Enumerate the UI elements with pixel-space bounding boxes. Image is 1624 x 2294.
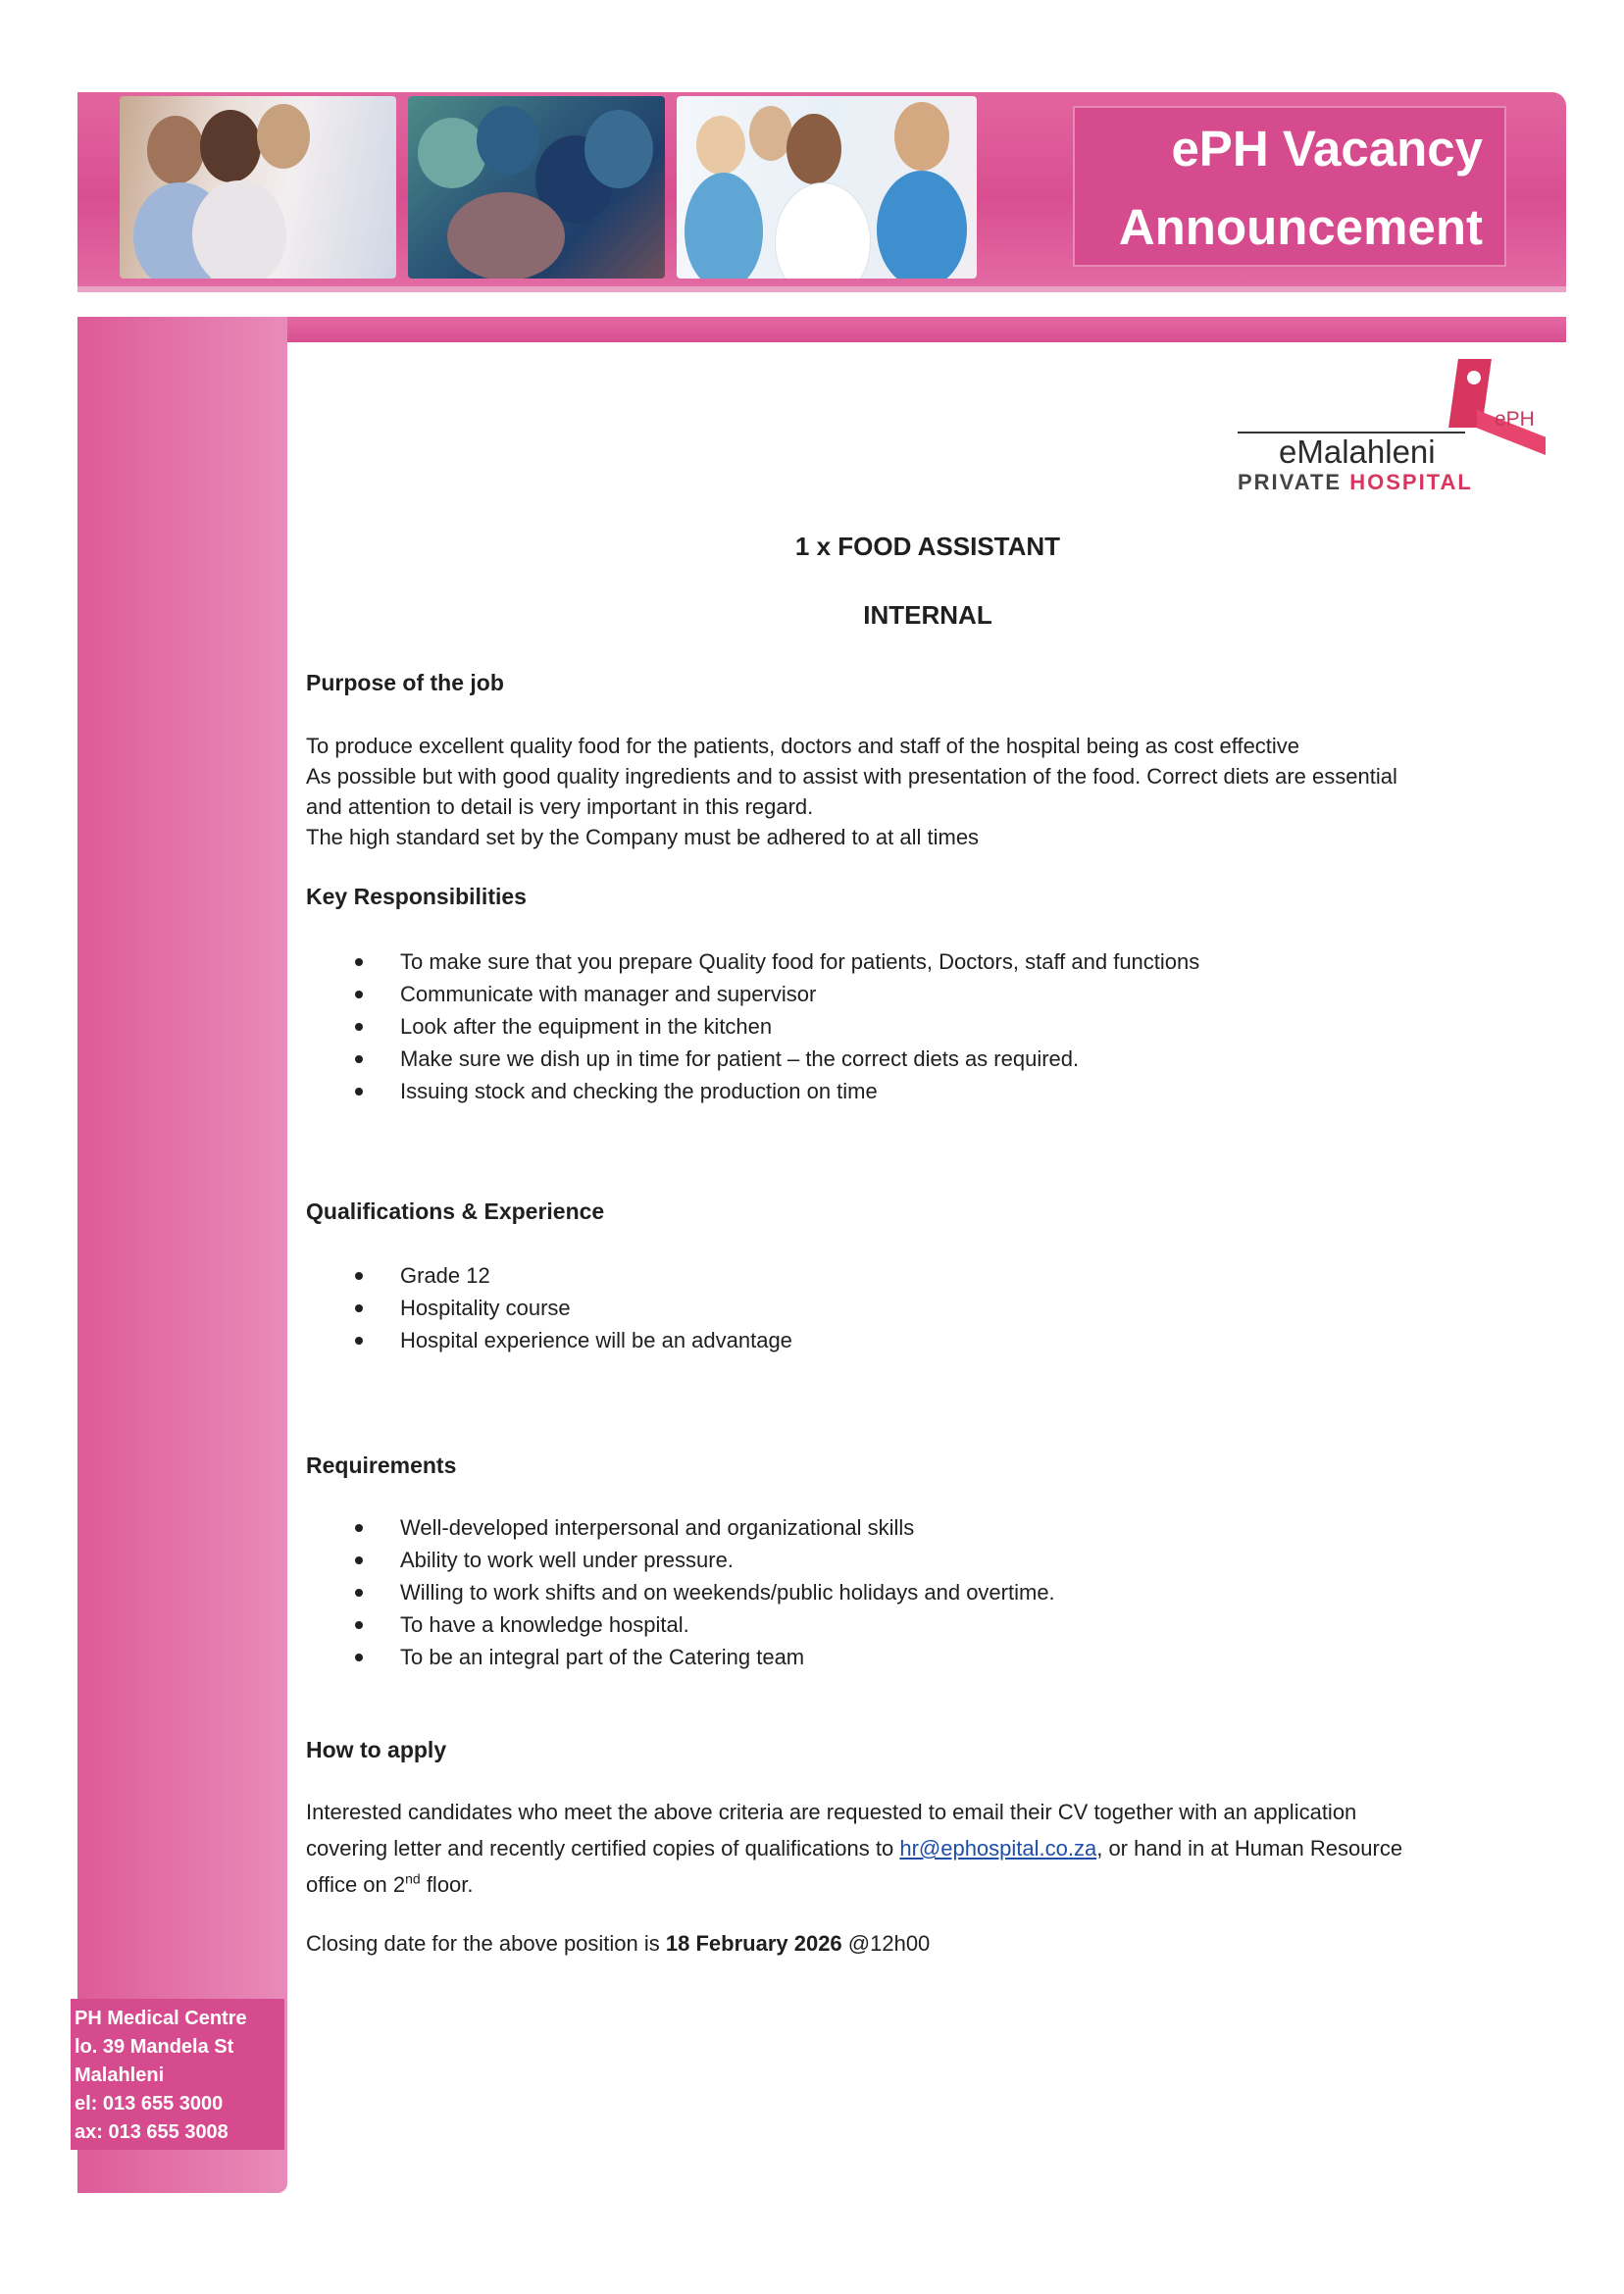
- contact-line: Malahleni: [75, 2065, 165, 2086]
- responsibilities-heading: Key Responsibilities: [306, 884, 527, 909]
- medical-staff-photo: [677, 96, 977, 279]
- list-item: Hospital experience will be an advantage: [306, 1324, 792, 1356]
- apply-line-1: Interested candidates who meet the above criteria are requested to email their CV together with an application: [306, 1800, 1357, 1824]
- contact-line: el: 013 655 3000: [75, 2093, 224, 2115]
- purpose-text: [306, 731, 1397, 852]
- list-item: Communicate with manager and supervisor: [306, 978, 1199, 1010]
- list-item: Hospitality course: [306, 1292, 792, 1324]
- ordinal-suffix: nd: [405, 1870, 421, 1887]
- list-item: Look after the equipment in the kitchen: [306, 1010, 1199, 1043]
- vacancy-announcement-title: [1073, 106, 1506, 267]
- list-item: Well-developed interpersonal and organizational skills: [306, 1511, 1055, 1544]
- logo-subtitle: [1238, 470, 1473, 495]
- left-sidebar-band: [77, 317, 287, 2193]
- logo-figure-icon: [1467, 371, 1481, 384]
- contact-line: lo. 39 Mandela St: [75, 2036, 234, 2058]
- title-line-1: ePH Vacancy: [1171, 121, 1483, 177]
- requirements-heading: Requirements: [306, 1453, 457, 1478]
- content-frame-top: [77, 317, 1566, 342]
- list-item: To have a knowledge hospital.: [306, 1608, 1055, 1641]
- logo-name: eMalahleni: [1279, 433, 1436, 470]
- contact-line: PH Medical Centre: [75, 2008, 247, 2029]
- list-item: Willing to work shifts and on weekends/public holidays and overtime.: [306, 1576, 1055, 1608]
- job-title: 1 x FOOD ASSISTANT: [794, 532, 1061, 561]
- title-line-2: Announcement: [1118, 199, 1483, 255]
- purpose-line: To produce excellent quality food for the patients, doctors and staff of the hospital being as cost effective: [306, 734, 1300, 758]
- purpose-line: The high standard set by the Company must be adhered to at all times: [306, 825, 980, 849]
- list-item: To make sure that you prepare Quality food for patients, Doctors, staff and functions: [306, 945, 1199, 978]
- closing-date-line: [306, 1931, 930, 1957]
- logo-eph: ePH: [1495, 408, 1535, 431]
- contact-line: ax: 013 655 3008: [75, 2121, 228, 2143]
- hospital-logo: [1238, 359, 1542, 496]
- list-item: Make sure we dish up in time for patient – the correct diets as required.: [306, 1043, 1199, 1075]
- apply-line-3: [306, 1866, 1402, 1903]
- purpose-heading: Purpose of the job: [306, 670, 504, 695]
- job-type: INTERNAL: [863, 600, 992, 630]
- purpose-line: As possible but with good quality ingredients and to assist with presentation of the food. Correct diets are essential: [306, 764, 1397, 789]
- logo-sub-hospital: HOSPITAL: [1349, 470, 1473, 494]
- apply-line-2-end: , or hand in at Human Resource: [1096, 1836, 1403, 1861]
- apply-text: [306, 1794, 1402, 1903]
- list-item: To be an integral part of the Catering team: [306, 1641, 1055, 1673]
- apply-line-2: [306, 1830, 1402, 1866]
- closing-time: @12h00: [841, 1931, 931, 1956]
- apply-line-3-end: floor.: [420, 1872, 474, 1897]
- list-item: Ability to work well under pressure.: [306, 1544, 1055, 1576]
- surgeons-photo: [408, 96, 665, 279]
- responsibilities-list: [306, 945, 1199, 1107]
- email-link[interactable]: hr@ephospital.co.za: [899, 1836, 1097, 1861]
- banner-divider: [77, 286, 1566, 292]
- contact-box: [71, 1999, 284, 2150]
- qualifications-heading: Qualifications & Experience: [306, 1198, 605, 1224]
- logo-sub-private: PRIVATE: [1238, 470, 1343, 494]
- closing-date-label: Closing date for the above position is: [306, 1931, 666, 1956]
- call-centre-staff-photo: [120, 96, 396, 279]
- qualifications-list: [306, 1259, 792, 1356]
- purpose-line: and attention to detail is very important in this regard.: [306, 794, 814, 819]
- apply-heading: How to apply: [306, 1737, 447, 1762]
- apply-line-3-start: office on 2: [306, 1872, 406, 1897]
- closing-date-value: 18 February 2026: [665, 1931, 842, 1956]
- apply-line-2-start: covering letter and recently certified copies of qualifications to: [306, 1836, 900, 1861]
- list-item: Grade 12: [306, 1259, 792, 1292]
- requirements-list: [306, 1511, 1055, 1673]
- list-item: Issuing stock and checking the production on time: [306, 1075, 1199, 1107]
